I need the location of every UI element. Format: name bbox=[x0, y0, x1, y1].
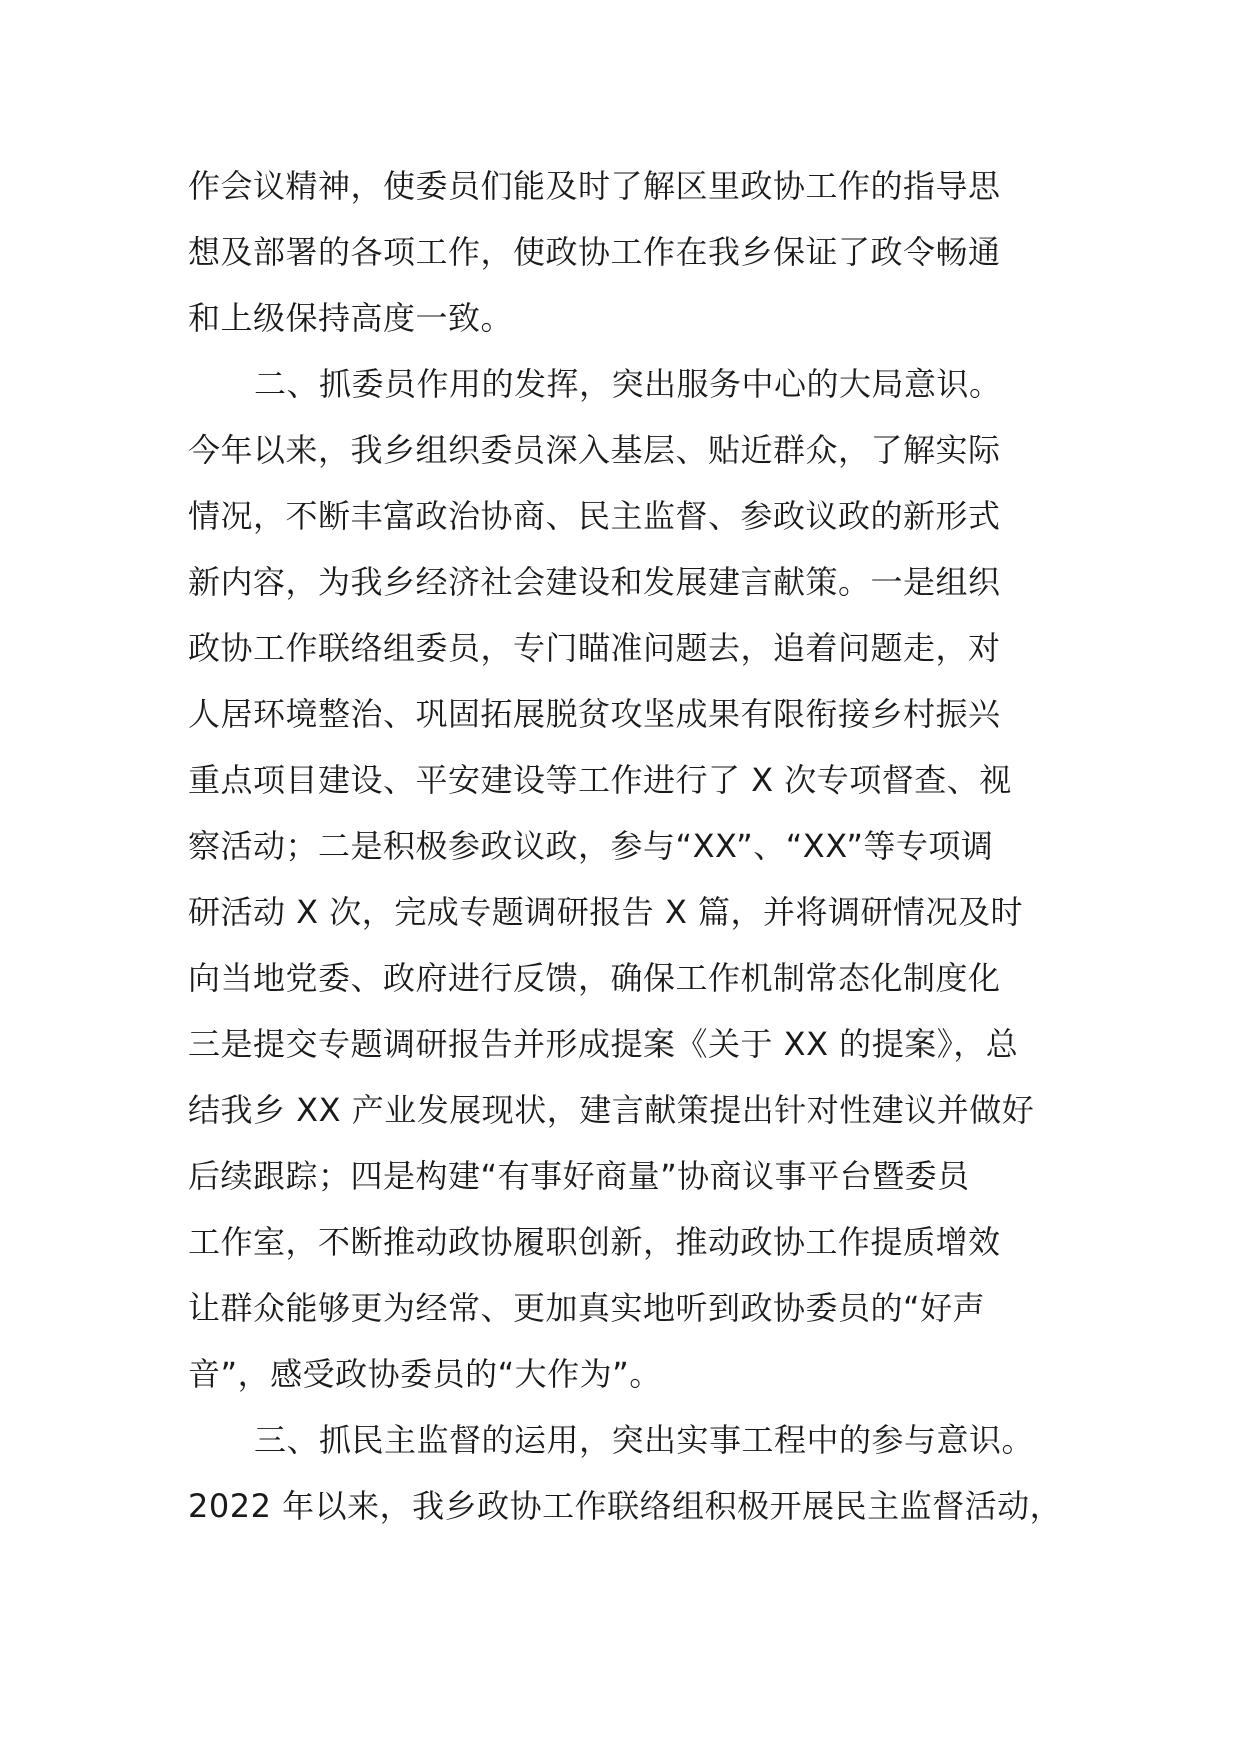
text-line: 三是提交专题调研报告并形成提案《关于 XX 的提案》，总 bbox=[188, 1025, 1019, 1063]
text-line: 向当地党委、政府进行反馈，确保工作机制常态化制度化 bbox=[188, 959, 1001, 997]
text-line: 人居环境整治、巩固拓展脱贫攻坚成果有限衔接乡村振兴 bbox=[188, 695, 1001, 733]
text-line: 情况，不断丰富政治协商、民主监督、参政议政的新形式 bbox=[188, 497, 1001, 535]
text-line: 音”，感受政协委员的“大作为”。 bbox=[188, 1355, 662, 1393]
text-line: 工作室，不断推动政协履职创新，推动政协工作提质增效 bbox=[188, 1223, 1001, 1261]
section-heading-2: 二、抓委员作用的发挥，突出服务中心的大局意识。 bbox=[254, 365, 1002, 403]
section-heading-3: 三、抓民主监督的运用，突出实事工程中的参与意识。 bbox=[254, 1421, 1035, 1459]
text-line: 政协工作联络组委员，专门瞄准问题去，追着问题走，对 bbox=[188, 629, 1001, 667]
text-line: 研活动 X 次，完成专题调研报告 X 篇，并将调研情况及时 bbox=[188, 893, 1024, 931]
text-line: 想及部署的各项工作，使政协工作在我乡保证了政令畅通 bbox=[188, 233, 1001, 271]
body-text bbox=[188, 153, 1088, 1539]
text-line: 2022 年以来，我乡政协工作联络组积极开展民主监督活动， bbox=[188, 1487, 1063, 1525]
text-line: 后续跟踪；四是构建“有事好商量”协商议事平台暨委员 bbox=[188, 1157, 970, 1195]
text-line: 让群众能够更为经常、更加真实地听到政协委员的“好声 bbox=[188, 1289, 986, 1327]
text-line: 重点项目建设、平安建设等工作进行了 X 次专项督查、视 bbox=[188, 761, 1012, 799]
text-line: 新内容，为我乡经济社会建设和发展建言献策。一是组织 bbox=[188, 563, 1001, 601]
text-line: 作会议精神，使委员们能及时了解区里政协工作的指导思 bbox=[188, 167, 1001, 205]
text-line: 和上级保持高度一致。 bbox=[188, 299, 514, 337]
text-line: 今年以来，我乡组织委员深入基层、贴近群众，了解实际 bbox=[188, 431, 1001, 469]
text-line: 察活动；二是积极参政议政，参与“XX”、“XX”等专项调 bbox=[188, 827, 994, 865]
text-line: 结我乡 XX 产业发展现状，建言献策提出针对性建议并做好 bbox=[188, 1091, 1035, 1129]
